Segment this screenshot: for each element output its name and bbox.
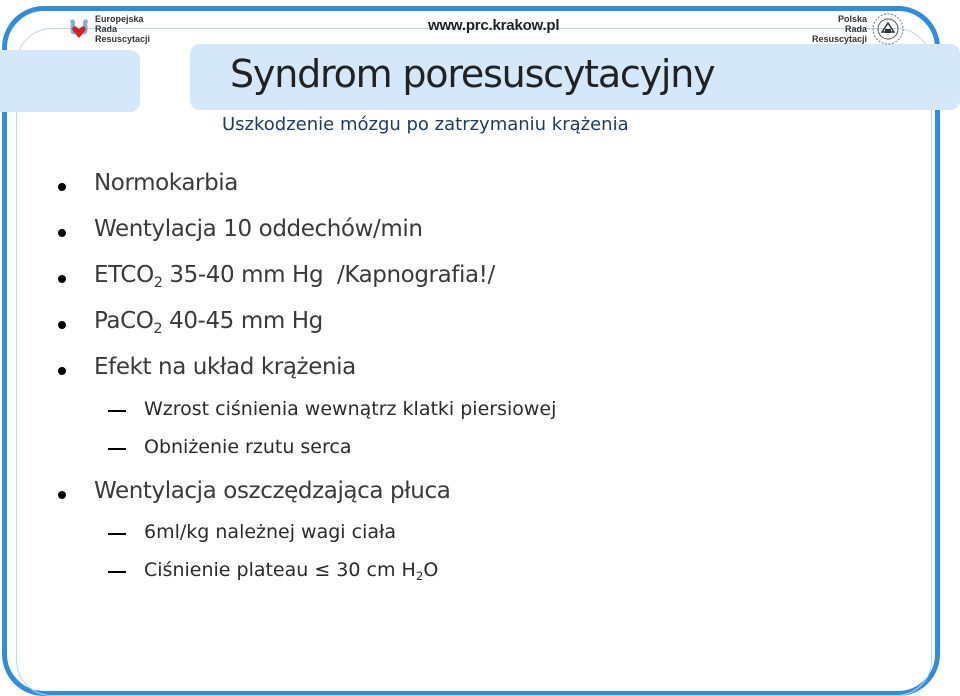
plateau-unit: O	[423, 559, 439, 581]
erc-line1: Europejska	[95, 14, 144, 24]
erc-line2: Rada	[95, 24, 118, 34]
subbullet-dash	[108, 571, 126, 573]
slide-subtitle: Uszkodzenie mózgu po zatrzymaniu krążenia	[222, 114, 629, 135]
etco-label: ETCO	[94, 262, 154, 288]
left-header-band	[0, 50, 140, 112]
slide-title: Syndrom poresuscytacyjny	[230, 52, 715, 96]
bullet-text: Wentylacja oszczędzająca płuca	[94, 478, 451, 504]
bullet-text: Efekt na układ krążenia	[94, 354, 356, 380]
bullet-text	[94, 308, 323, 337]
subbullet-dash	[108, 448, 126, 450]
heart-lungs-icon	[66, 16, 92, 42]
subbullet-dash	[108, 533, 126, 535]
paco-subscript: 2	[153, 320, 163, 337]
bullet-dot	[58, 367, 66, 375]
erc-logo	[66, 14, 150, 44]
subbullet-text	[144, 559, 438, 583]
plateau-subscript: 2	[415, 569, 424, 584]
plateau-text: Ciśnienie plateau ≤ 30 cm H	[144, 559, 416, 581]
bullet-dot	[58, 275, 66, 283]
bullet-dot	[58, 321, 66, 329]
etco-subscript: 2	[153, 274, 163, 291]
bullet-text	[94, 262, 495, 291]
subbullet-dash	[108, 410, 126, 412]
bullet-dot	[58, 491, 66, 499]
etco-value: 35-40 mm Hg /Kapnografia!/	[162, 262, 495, 288]
prc-line3: Resuscytacji	[812, 34, 868, 44]
prc-logo-text	[812, 14, 867, 44]
erc-line3: Resuscytacji	[95, 34, 151, 44]
subbullet-text: 6ml/kg należnej wagi ciała	[144, 521, 397, 543]
bullet-dot	[58, 183, 66, 191]
subbullet-text: Wzrost ciśnienia wewnątrz klatki piersiowej	[144, 398, 557, 420]
erc-logo-text	[95, 14, 150, 44]
prc-badge-icon	[871, 12, 905, 46]
prc-line1: Polska	[838, 14, 868, 24]
prc-line2: Rada	[845, 24, 868, 34]
prc-logo	[812, 12, 905, 46]
bullet-dot	[58, 229, 66, 237]
paco-value: 40-45 mm Hg	[162, 308, 323, 334]
site-url[interactable]: www.prc.krakow.pl	[428, 17, 560, 34]
bullet-text: Wentylacja 10 oddechów/min	[94, 216, 423, 242]
subbullet-text: Obniżenie rzutu serca	[144, 436, 352, 458]
paco-label: PaCO	[94, 308, 154, 334]
bullet-text: Normokarbia	[94, 170, 238, 196]
